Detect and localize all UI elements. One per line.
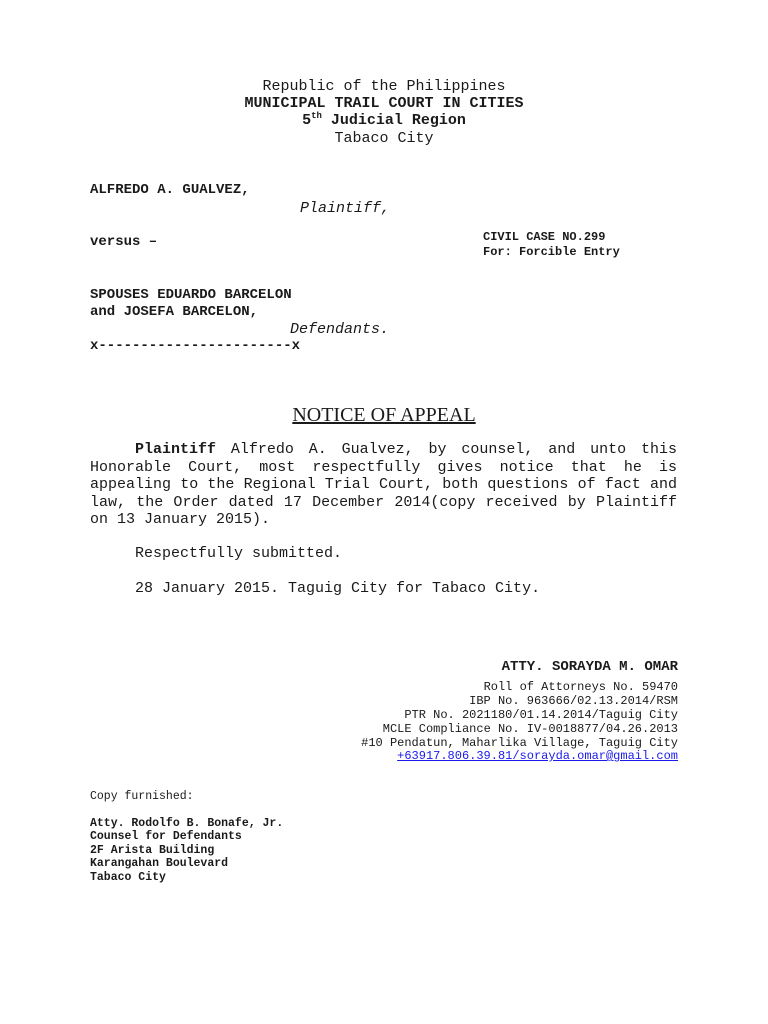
body-paragraph xyxy=(90,441,677,529)
copy-recipient-street: Karangahan Boulevard xyxy=(90,857,229,870)
copy-furnished-label: Copy furnished: xyxy=(90,790,194,803)
region-number: 5 xyxy=(302,112,312,129)
copy-recipient-building: 2F Arista Building xyxy=(90,844,215,857)
copy-recipient-name: Atty. Rodolfo B. Bonafe, Jr. xyxy=(90,817,284,830)
contact-link[interactable]: +63917.806.39.81/sorayda.omar@gmail.com xyxy=(397,749,678,763)
defendant-line-1: SPOUSES EDUARDO BARCELON xyxy=(90,287,292,303)
header-judicial-region xyxy=(0,112,768,129)
region-text: Judicial Region xyxy=(321,112,466,129)
paragraph-lead: Plaintiff xyxy=(135,441,217,458)
header-court-name: MUNICIPAL TRAIL COURT IN CITIES xyxy=(244,95,524,112)
mcle-compliance: MCLE Compliance No. IV-0018877/04.26.2013 xyxy=(382,722,678,736)
header-city: Tabaco City xyxy=(334,130,434,147)
ptr-number: PTR No. 2021180/01.14.2014/Taguig City xyxy=(404,708,678,722)
plaintiff-name: ALFREDO A. GUALVEZ, xyxy=(90,182,250,198)
case-nature: For: Forcible Entry xyxy=(483,245,620,259)
roll-of-attorneys: Roll of Attorneys No. 59470 xyxy=(483,680,678,694)
defendant-role: Defendants. xyxy=(290,321,390,338)
document-title: NOTICE OF APPEAL xyxy=(292,404,476,426)
date-and-place: 28 January 2015. Taguig City for Tabaco City. xyxy=(135,580,541,597)
copy-recipient-role: Counsel for Defendants xyxy=(90,830,242,843)
caption-separator: x-----------------------x xyxy=(90,338,301,354)
copy-recipient-city: Tabaco City xyxy=(90,871,166,884)
plaintiff-role: Plaintiff, xyxy=(300,200,391,217)
region-superscript: th xyxy=(311,111,322,121)
paragraph-text: Alfredo A. Gualvez, by counsel, and unto this Honorable Court, most respectfully gives notice that he is appealing to the Regional Trial Court, both questions of fact and law, the Order dated 17 December 2014(copy received by Plaintiff on 13 January 2015). xyxy=(90,441,677,529)
signatory-name: ATTY. SORAYDA M. OMAR xyxy=(501,659,678,675)
respectfully-submitted: Respectfully submitted. xyxy=(135,545,343,562)
ibp-number: IBP No. 963666/02.13.2014/RSM xyxy=(469,694,678,708)
civil-case-number: CIVIL CASE NO.299 xyxy=(483,230,606,244)
versus-label: versus – xyxy=(90,234,158,250)
header-republic: Republic of the Philippines xyxy=(262,78,506,95)
office-address: #10 Pendatun, Maharlika Village, Taguig City xyxy=(361,736,678,750)
defendant-line-2: and JOSEFA BARCELON, xyxy=(90,304,259,320)
